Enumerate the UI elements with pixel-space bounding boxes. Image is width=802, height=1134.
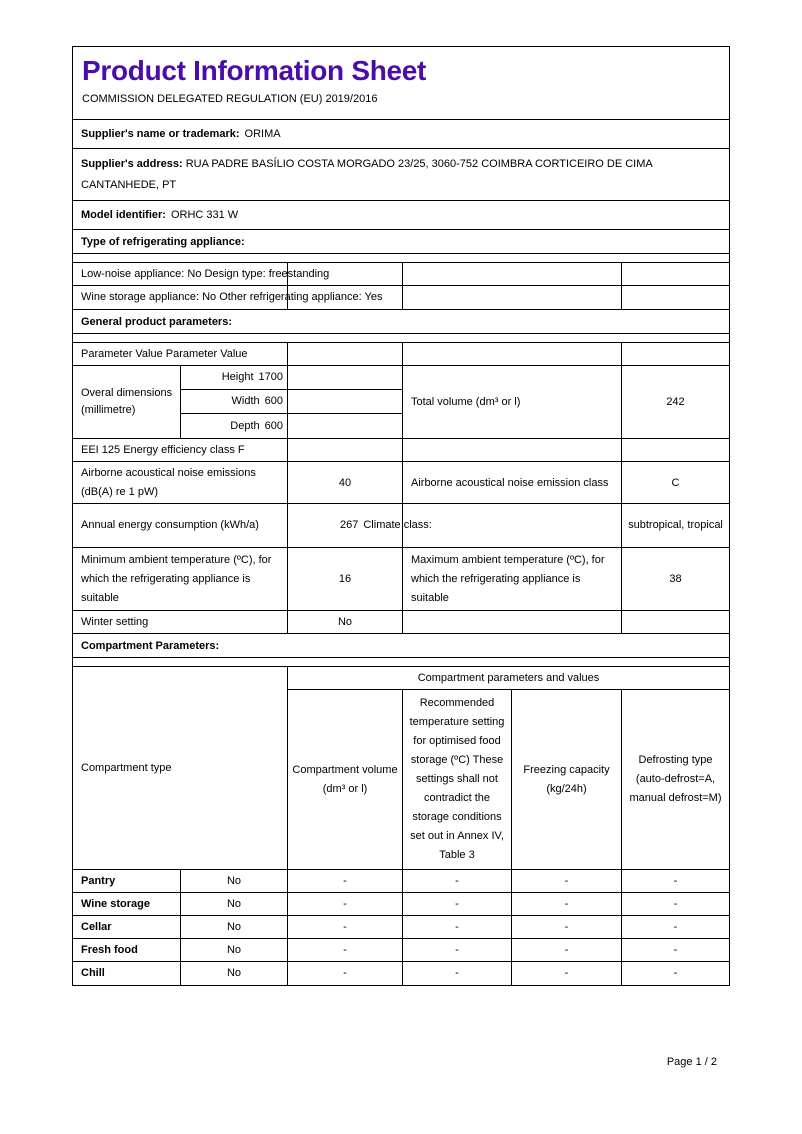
noise-emissions-label: Airborne acoustical noise emissions (dB(A) re 1 pW) [81, 467, 256, 498]
compartment-params-header: Compartment parameters and values [287, 667, 729, 690]
model-identifier-value: ORHC 331 W [170, 209, 239, 221]
general-section-heading-row [73, 310, 729, 334]
width-cell [180, 390, 287, 414]
compartment-row-temperature: - [402, 962, 511, 985]
spacer [73, 334, 729, 342]
max-ambient-label: Maximum ambient temperature (ºC), for which the refrigerating appliance is suitable [402, 548, 621, 610]
defrosting-type-header: Defrosting type (auto-defrost=A, manual defrost=M) [621, 690, 729, 870]
climate-class-label: Climate class: [363, 519, 432, 531]
empty-cell [621, 439, 729, 462]
empty-cell [621, 343, 729, 366]
model-identifier-label: Model identifier: [81, 209, 166, 221]
supplier-address-line2: CANTANHEDE, PT [81, 179, 177, 191]
type-section-heading-row [73, 230, 729, 254]
empty-cell [402, 343, 621, 366]
compartment-row-defrost: - [621, 893, 729, 916]
compartment-row-type: Pantry [73, 870, 180, 893]
max-ambient-value: 38 [621, 548, 729, 610]
annual-energy-value: 267 [340, 519, 359, 531]
eei-row [73, 439, 729, 462]
empty-cell [621, 611, 729, 634]
min-ambient-label: Minimum ambient temperature (ºC), for which the refrigerating appliance is suitable [81, 553, 272, 604]
empty-cell [287, 343, 402, 366]
noise-class-value: C [621, 462, 729, 504]
compartment-row-volume: - [287, 870, 402, 893]
regulation-subtitle: COMMISSION DELEGATED REGULATION (EU) 2019/2016 [82, 93, 378, 105]
wine-storage-other-text: Wine storage appliance: No Other refrigerating appliance: Yes [81, 291, 383, 303]
compartment-row-freezing: - [511, 870, 621, 893]
spacer [73, 254, 729, 262]
empty-cell [402, 439, 621, 462]
compartment-row-freezing: - [511, 893, 621, 916]
winter-setting-row [73, 611, 729, 634]
winter-setting-value: No [287, 611, 402, 634]
low-noise-design-text: Low-noise appliance: No Design type: freestanding [81, 268, 330, 280]
compartment-row-temperature: - [402, 916, 511, 939]
compartment-row-freezing: - [511, 939, 621, 962]
document-header [73, 47, 729, 120]
empty-cell [287, 366, 402, 390]
wine-storage-other-row [73, 286, 729, 310]
annual-energy-label: Annual energy consumption (kWh/a) [81, 519, 259, 531]
compartment-row-present: No [180, 916, 287, 939]
document-frame [72, 46, 730, 986]
compartment-row-defrost: - [621, 939, 729, 962]
empty-cell [402, 263, 621, 286]
supplier-address-label: Supplier's address: [81, 158, 183, 170]
empty-cell [287, 390, 402, 414]
empty-cell [287, 439, 402, 462]
overall-dimensions-label: Overal dimensions (millimetre) [81, 387, 173, 416]
compartment-row-present: No [180, 870, 287, 893]
empty-cell [287, 414, 402, 438]
compartment-row-freezing: - [511, 916, 621, 939]
compartment-table [73, 666, 729, 985]
spacer [73, 658, 729, 666]
compartment-row-temperature: - [402, 893, 511, 916]
compartment-row-volume: - [287, 916, 402, 939]
empty-cell [287, 286, 402, 309]
supplier-address-line1: RUA PADRE BASÍLIO COSTA MORGADO 23/25, 3060-752 COIMBRA CORTICEIRO DE CIMA [185, 158, 653, 170]
compartment-row-present: No [180, 962, 287, 985]
page-title: Product Information Sheet [82, 55, 427, 86]
compartment-row-type: Cellar [73, 916, 180, 939]
noise-row [73, 462, 729, 504]
compartment-row-volume: - [287, 893, 402, 916]
compartment-row-defrost: - [621, 962, 729, 985]
height-cell [180, 366, 287, 390]
compartment-row-type: Wine storage [73, 893, 180, 916]
empty-cell [402, 611, 621, 634]
ambient-temperature-row [73, 548, 729, 611]
noise-class-label: Airborne acoustical noise emission class [402, 462, 621, 504]
empty-cell [621, 263, 729, 286]
page-number: Page 1 / 2 [666, 1056, 717, 1068]
compartment-row-type: Chill [81, 967, 105, 979]
compartment-row-freezing: - [511, 962, 621, 985]
min-ambient-value: 16 [287, 548, 402, 610]
noise-emissions-value: 40 [287, 462, 402, 504]
compartment-row-volume: - [287, 939, 402, 962]
empty-cell [287, 263, 402, 286]
freezing-capacity-header: Freezing capacity (kg/24h) [511, 690, 621, 870]
recommended-temperature-header: Recommended temperature setting for optimised food storage (ºC) These settings shall not contradict the storage conditions set out in Annex IV, Table 3 [402, 690, 511, 870]
compartment-row-temperature: - [402, 939, 511, 962]
compartment-row-defrost: - [621, 916, 729, 939]
compartment-row-type: Fresh food [73, 939, 180, 962]
low-noise-row [73, 262, 729, 286]
eei-text: EEI 125 Energy efficiency class F [81, 444, 245, 456]
compartment-section-heading-row [73, 634, 729, 658]
supplier-address-row [73, 149, 729, 201]
climate-class-value: subtropical, tropical [621, 504, 729, 547]
depth-label: Depth [230, 419, 260, 432]
supplier-name-label: Supplier's name or trademark: [81, 128, 240, 140]
compartment-row-volume: - [287, 962, 402, 985]
compartment-row-temperature: - [402, 870, 511, 893]
depth-value: 600 [264, 419, 283, 432]
overall-dimensions-row [73, 366, 729, 439]
compartment-volume-header: Compartment volume (dm³ or l) [287, 690, 402, 870]
model-identifier-row [73, 201, 729, 230]
compartment-section-heading: Compartment Parameters: [81, 639, 220, 652]
winter-setting-label: Winter setting [81, 616, 149, 628]
empty-cell [402, 286, 621, 309]
annual-energy-climate-cell [287, 504, 432, 547]
height-label: Height [221, 371, 254, 383]
total-volume-value: 242 [621, 366, 729, 438]
general-section-heading: General product parameters: [81, 315, 232, 328]
supplier-name-row [73, 120, 729, 149]
parameter-header-row [73, 342, 729, 366]
compartment-type-header: Compartment type [73, 667, 287, 870]
depth-cell [180, 414, 287, 438]
compartment-row-present: No [180, 893, 287, 916]
width-label: Width [231, 395, 260, 407]
energy-row [73, 504, 729, 548]
empty-cell [402, 504, 621, 547]
total-volume-label: Total volume (dm³ or l) [402, 366, 621, 438]
parameter-header-text: Parameter Value Parameter Value [81, 348, 248, 360]
empty-cell [621, 286, 729, 309]
compartment-row-present: No [180, 939, 287, 962]
width-value: 600 [264, 395, 283, 407]
type-section-heading: Type of refrigerating appliance: [81, 235, 245, 248]
compartment-row-defrost: - [621, 870, 729, 893]
height-value: 1700 [258, 371, 283, 383]
supplier-name-value: ORIMA [244, 128, 281, 140]
